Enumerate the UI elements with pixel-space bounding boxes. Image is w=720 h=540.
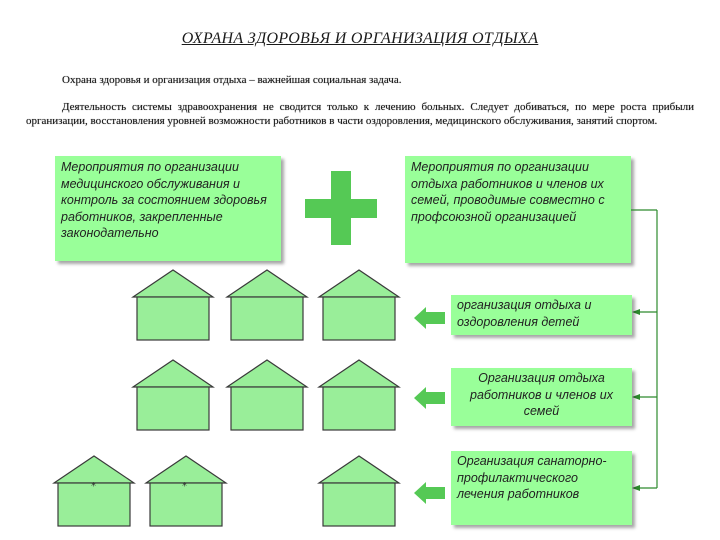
marker: * bbox=[182, 481, 187, 492]
left-arrow-icon bbox=[414, 307, 445, 329]
left-arrow-icon bbox=[414, 387, 445, 409]
left-arrow-icon bbox=[414, 482, 445, 504]
medical-measures-box: Мероприятия по организации медицинского обслуживания и контроль за состоянием здоровья работников, закрепленные законодательно bbox=[55, 156, 281, 261]
house-icon bbox=[227, 270, 307, 340]
house-icon bbox=[133, 270, 213, 340]
page-title: ОХРАНА ЗДОРОВЬЯ И ОРГАНИЗАЦИЯ ОТДЫХА bbox=[181, 30, 539, 47]
house-icon bbox=[227, 360, 307, 430]
item-family-leisure: Организация отдыха работников и членов их семей bbox=[451, 368, 632, 426]
house-icon bbox=[133, 360, 213, 430]
house-icon bbox=[319, 270, 399, 340]
description-paragraph: Деятельность системы здравоохранения не сводится только к лечению больных. Следует добиваться, по мере роста прибыли организации, восстановления уровней возможности работников в части оздоровления, медицинского обслуживания, занятий спортом. bbox=[26, 101, 694, 127]
house-icon bbox=[319, 456, 399, 526]
marker: * bbox=[91, 481, 96, 492]
item-sanatorium-treatment: Организация санаторно-профилактического лечения работников bbox=[451, 451, 632, 525]
connector-lines bbox=[631, 210, 657, 491]
item-children-leisure: организация отдыха и оздоровления детей bbox=[451, 295, 632, 335]
intro-text: Охрана здоровья и организация отдыха – важнейшая социальная задача. bbox=[62, 74, 402, 86]
leisure-measures-box: Мероприятия по организации отдыха работников и членов их семей, проводимые совместно с профсоюзной организацией bbox=[405, 156, 631, 263]
house-icon bbox=[319, 360, 399, 430]
